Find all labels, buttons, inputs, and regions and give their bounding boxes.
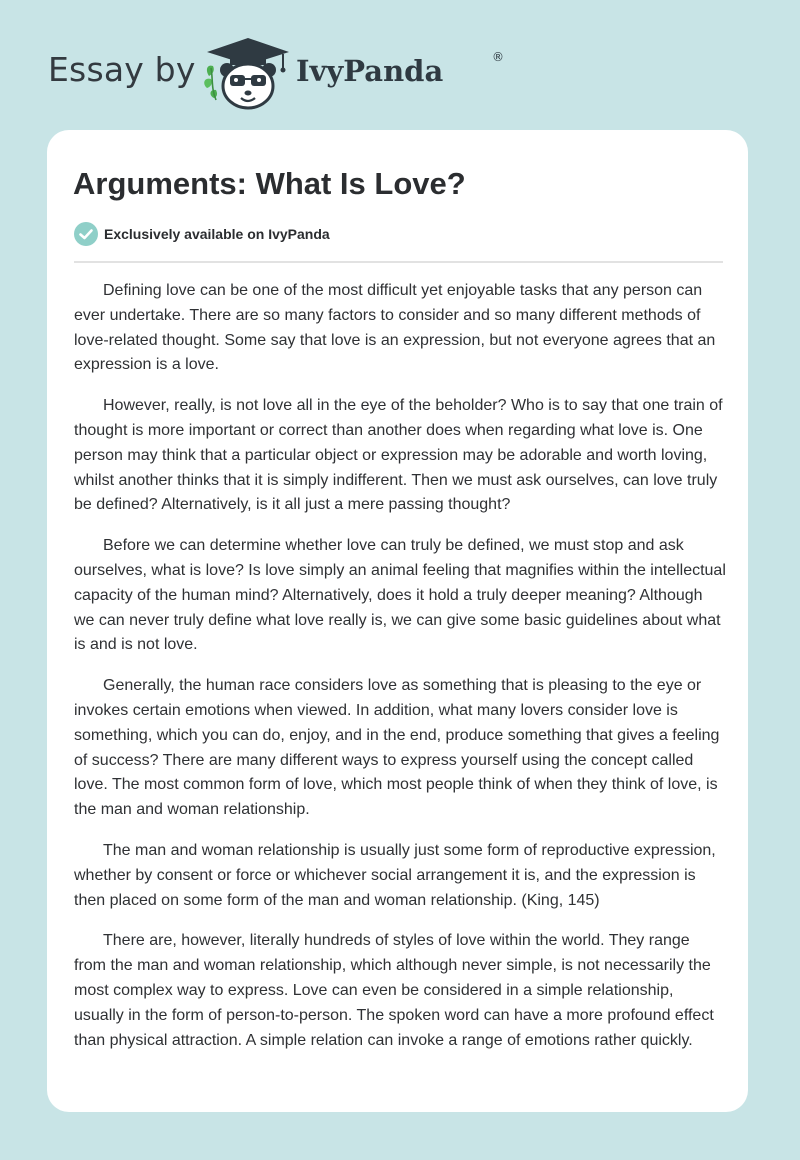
page-title: Arguments: What Is Love? (73, 166, 466, 201)
paragraph: However, really, is not love all in the eye of the beholder? Who is to say that one train of thought is more important or correct than another does when regarding what love is. One person may think that a particular object or expression may be adorable and worth loving, whilst another thinks that it is simply indifferent. Then we must ask ourselves, can love truly be defined? Alternatively, is it all just a mere passing thought? (74, 397, 723, 514)
paragraph: Defining love can be one of the most difficult yet enjoyable tasks that any person can ever undertake. There are so many factors to consider and so many different methods of love-related thought. Some say that love is an expression, but not everyone agrees that an expression is a love. (74, 282, 716, 374)
essay-body (74, 279, 726, 1069)
paragraph: There are, however, literally hundreds of styles of love within the world. They range from the man and woman relationship, which although never simple, is not necessarily the most complex way to express. Love can even be considered in a simple relationship, usually in the form of person-to-person. The spoken word can have a more profound effect than physical attraction. A simple relation can invoke a range of emotions rather quickly. (74, 932, 714, 1049)
divider (74, 261, 723, 263)
paragraph: Before we can determine whether love can truly be defined, we must stop and ask ourselves, what is love? Is love simply an animal feeling that magnifies within the intellectual capacity of the human mind? Alternatively, does it hold a truly deeper meaning? Although we can never truly define what love really is, we can give some basic guidelines about what is and is not love. (74, 537, 726, 654)
exclusive-badge-label: Exclusively available on IvyPanda (104, 226, 330, 242)
essay-card (47, 130, 748, 1112)
exclusive-badge (74, 222, 330, 246)
paragraph: The man and woman relationship is usually just some form of reproductive expression, whether by consent or force or whichever social arrangement it is, and the expression is then placed on some form of the man and woman relationship. (King, 145) (74, 841, 716, 909)
brand-name[interactable]: IvyPanda (296, 54, 444, 88)
registered-mark: ® (492, 50, 504, 64)
graduation-cap-panda-icon[interactable] (203, 34, 293, 110)
check-circle-icon (74, 222, 98, 246)
essay-by-label: Essay by (48, 50, 196, 89)
paragraph: Generally, the human race considers love as something that is pleasing to the eye or invokes certain emotions when viewed. In addition, what many lovers consider love is something, which you can do, enjoy, and in the end, produce something that gives a feeling of success? There are many different ways to express yourself using the concept called love. The most common form of love, which most people think of when they think of love, is the man and woman relationship. (74, 677, 720, 819)
site-header (48, 34, 508, 110)
